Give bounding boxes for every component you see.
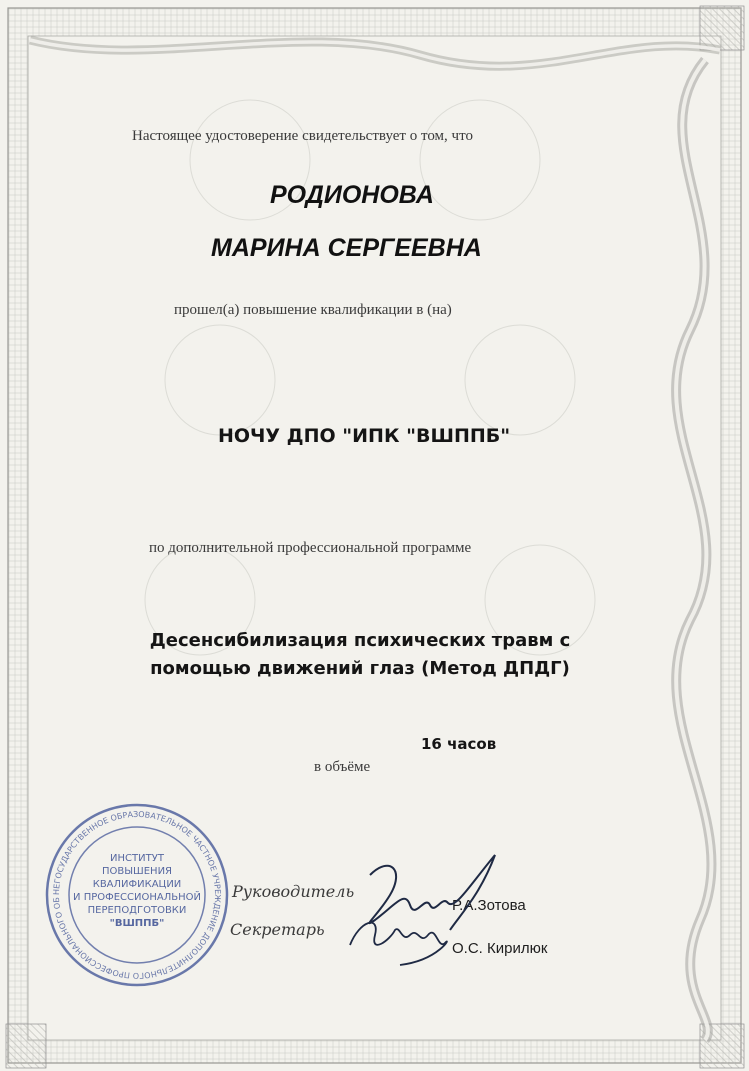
stamp-line-2: ПОВЫШЕНИЯ [101,866,173,877]
hours-value: 16 часов [421,735,497,753]
stamp-ring-text: НЕГОСУДАРСТВЕННОЕ ОБРАЗОВАТЕЛЬНОЕ ЧАСТНОЕ УЧРЕЖДЕНИЕ ДОПОЛНИТЕЛЬНОГО ПРОФЕССИОНАЛЬНОГО ОБ [51,809,223,981]
program-title-line2: помощью движений глаз (Метод ДПДГ) [150,658,570,679]
recipient-surname: РОДИОНОВА [270,181,434,209]
volume-label: в объёме [314,759,371,775]
secretary-name: О.С. Кирилюк [452,940,548,957]
stamp-line-1: ИНСТИТУТ [110,853,164,864]
stamp-line-3: КВАЛИФИКАЦИИ [92,879,182,890]
stamp-line-4: И ПРОФЕССИОНАЛЬНОЙ [73,892,201,903]
head-label: Руководитель [232,882,355,901]
stamp-line-5: ПЕРЕПОДГОТОВКИ [87,905,187,916]
head-name: Р.А.Зотова [452,897,526,914]
program-intro-text: по дополнительной профессиональной программе [149,540,472,556]
official-stamp [42,800,232,990]
recipient-given-names: МАРИНА СЕРГЕЕВНА [211,234,482,262]
secretary-label: Секретарь [230,920,325,939]
completed-text: прошел(а) повышение квалификации в (на) [174,302,452,318]
program-title-line1: Десенсибилизация психических травм с [149,630,571,651]
intro-text: Настоящее удостоверение свидетельствует о том, что [132,128,473,144]
handwritten-signatures [330,835,530,975]
stamp-line-6: "ВШППБ" [109,918,165,929]
organization-name: НОЧУ ДПО "ИПК "ВШППБ" [218,425,511,447]
